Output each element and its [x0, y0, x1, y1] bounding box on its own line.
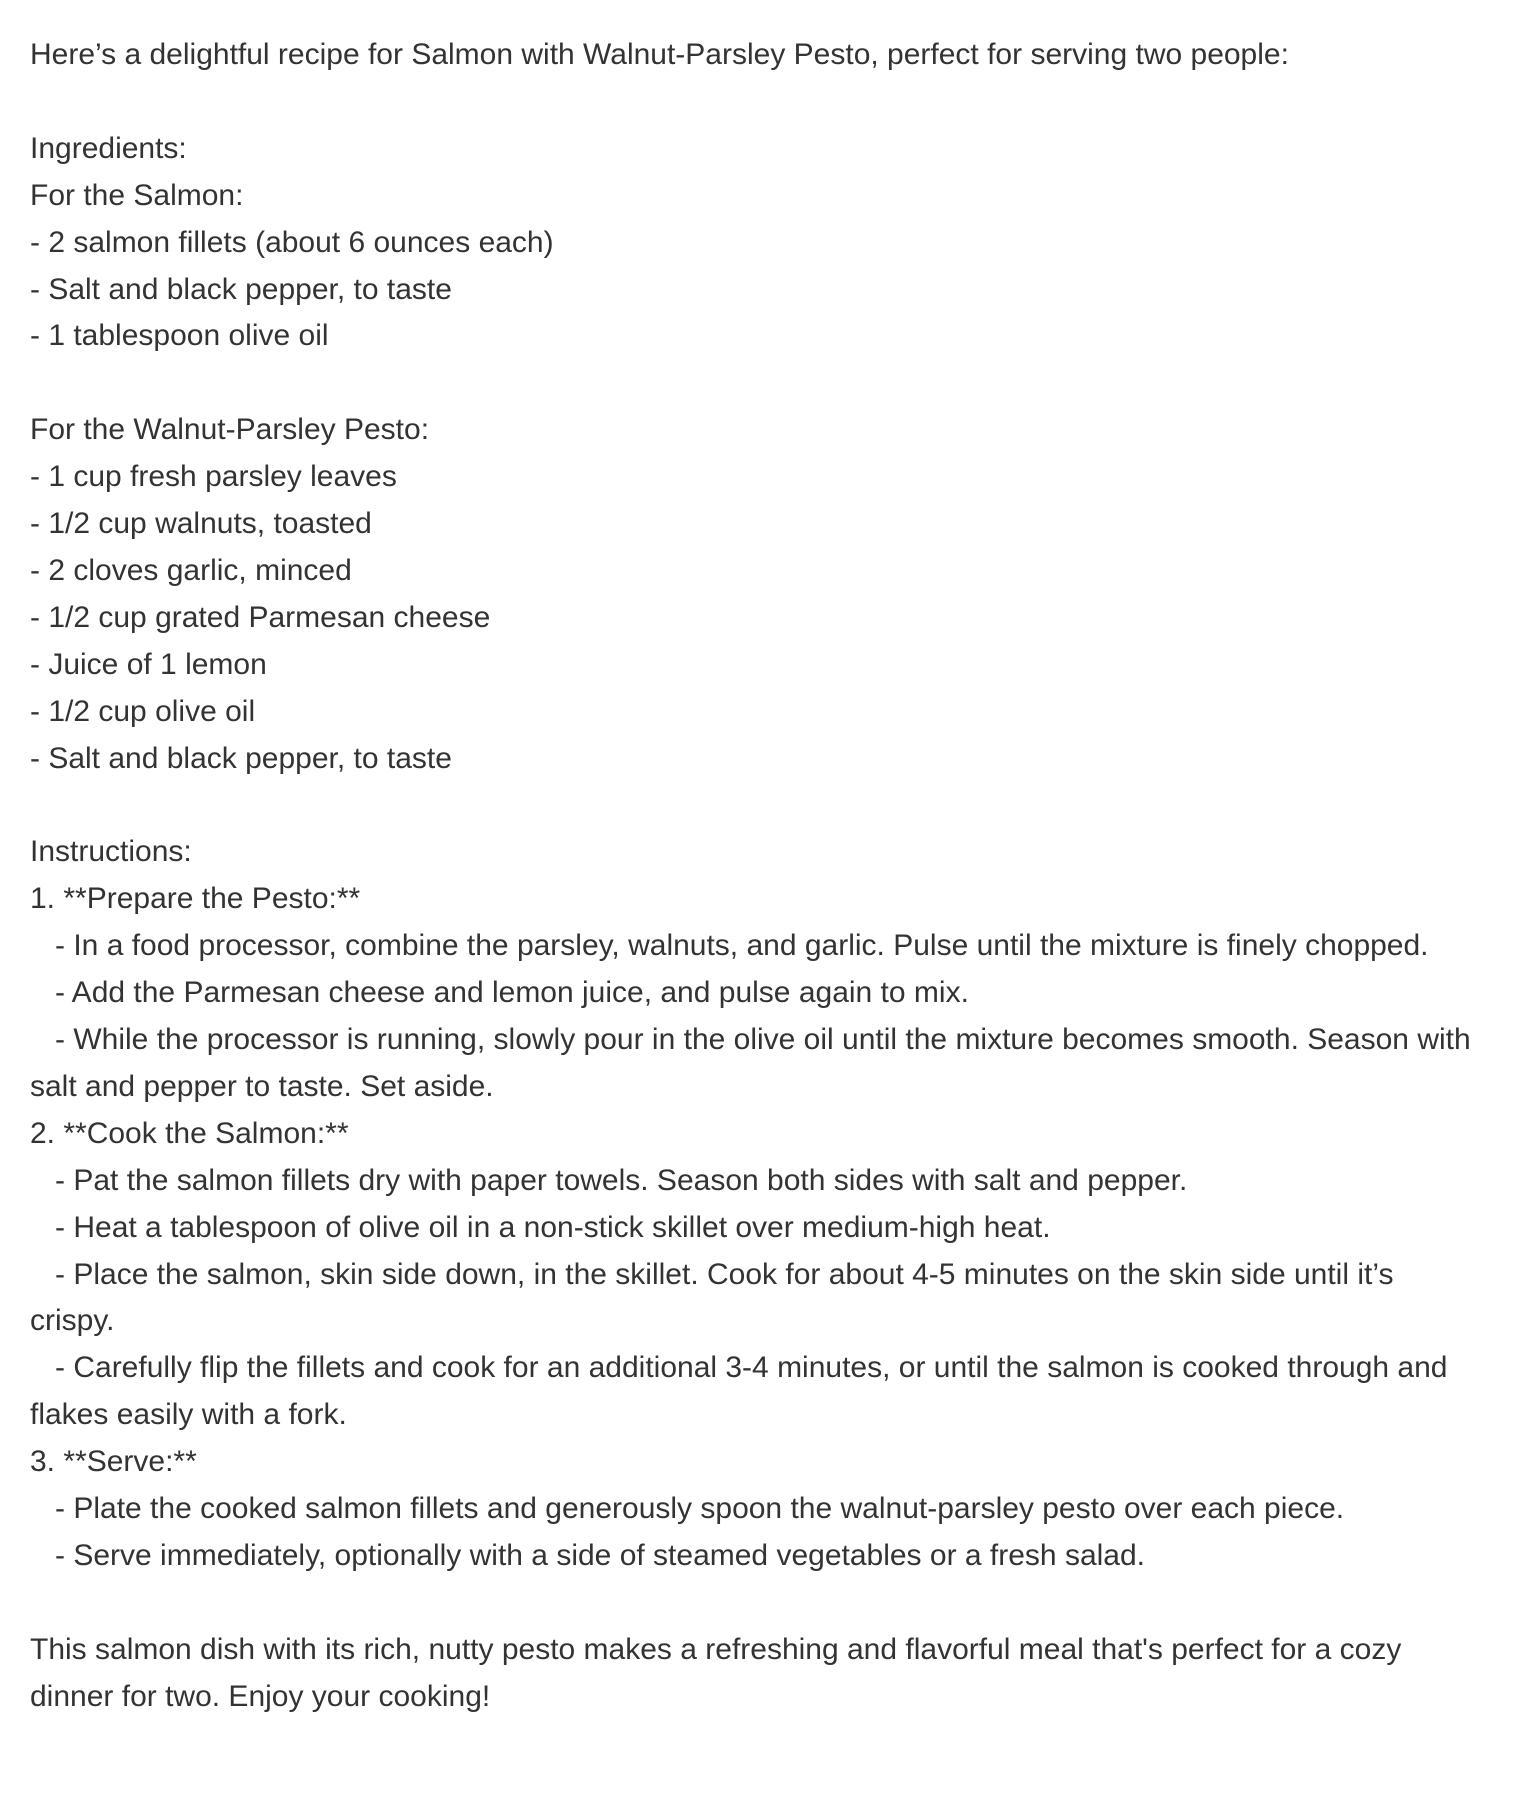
step-2-item: - Place the salmon, skin side down, in the skillet. Cook for about 4-5 minutes on the skin side until it’s crispy.: [30, 1257, 1402, 1338]
step-1-item: - Add the Parmesan cheese and lemon juice, and pulse again to mix.: [30, 976, 969, 1010]
step-2-item: - Carefully flip the fillets and cook for an additional 3-4 minutes, or until the salmon is cooked through and flakes easily with a fork.: [30, 1351, 1456, 1432]
pesto-ingredient-item: - Juice of 1 lemon: [30, 647, 267, 681]
spacer: [30, 360, 1483, 407]
instructions-heading: Instructions:: [30, 835, 192, 869]
step-2-title: 2. **Cook the Salmon:**: [30, 1116, 349, 1150]
ingredients-heading: Ingredients:: [30, 131, 187, 165]
step-1-item: - While the processor is running, slowly pour in the olive oil until the mixture becomes smooth. Season with salt and pepper to taste. Set aside.: [30, 1022, 1480, 1103]
step-1-item: - In a food processor, combine the parsley, walnuts, and garlic. Pulse until the mixture is finely chopped.: [30, 929, 1429, 963]
step-1-title: 1. **Prepare the Pesto:**: [30, 882, 361, 916]
step-2-item: - Pat the salmon fillets dry with paper towels. Season both sides with salt and pepper.: [30, 1163, 1188, 1197]
step-3-title: 3. **Serve:**: [30, 1445, 197, 1479]
salmon-ingredient-item: - 1 tablespoon olive oil: [30, 319, 329, 353]
pesto-ingredient-item: - Salt and black pepper, to taste: [30, 741, 452, 775]
pesto-ingredient-item: - 1 cup fresh parsley leaves: [30, 460, 397, 494]
step-2-item: - Heat a tablespoon of olive oil in a non-stick skillet over medium-high heat.: [30, 1210, 1051, 1244]
step-3-item: - Serve immediately, optionally with a side of steamed vegetables or a fresh salad.: [30, 1538, 1146, 1572]
pesto-ingredient-item: - 2 cloves garlic, minced: [30, 553, 352, 587]
pesto-ingredient-item: - 1/2 cup olive oil: [30, 694, 256, 728]
pesto-ingredients-heading: For the Walnut-Parsley Pesto:: [30, 413, 430, 447]
pesto-ingredient-item: - 1/2 cup walnuts, toasted: [30, 507, 372, 541]
step-3-item: - Plate the cooked salmon fillets and generously spoon the walnut-parsley pesto over each piece.: [30, 1492, 1345, 1526]
salmon-ingredient-item: - Salt and black pepper, to taste: [30, 272, 452, 306]
spacer: [30, 782, 1483, 829]
spacer: [30, 1580, 1483, 1627]
salmon-ingredients-heading: For the Salmon:: [30, 178, 244, 212]
intro-text: Here’s a delightful recipe for Salmon with Walnut-Parsley Pesto, perfect for serving two people:: [30, 38, 1289, 71]
salmon-ingredient-item: - 2 salmon fillets (about 6 ounces each): [30, 225, 554, 259]
pesto-ingredient-item: - 1/2 cup grated Parmesan cheese: [30, 600, 491, 634]
outro-text: This salmon dish with its rich, nutty pesto makes a refreshing and flavorful meal that's perfect for a cozy dinner for two. Enjoy your cooking!: [30, 1632, 1410, 1713]
spacer: [30, 79, 1483, 126]
